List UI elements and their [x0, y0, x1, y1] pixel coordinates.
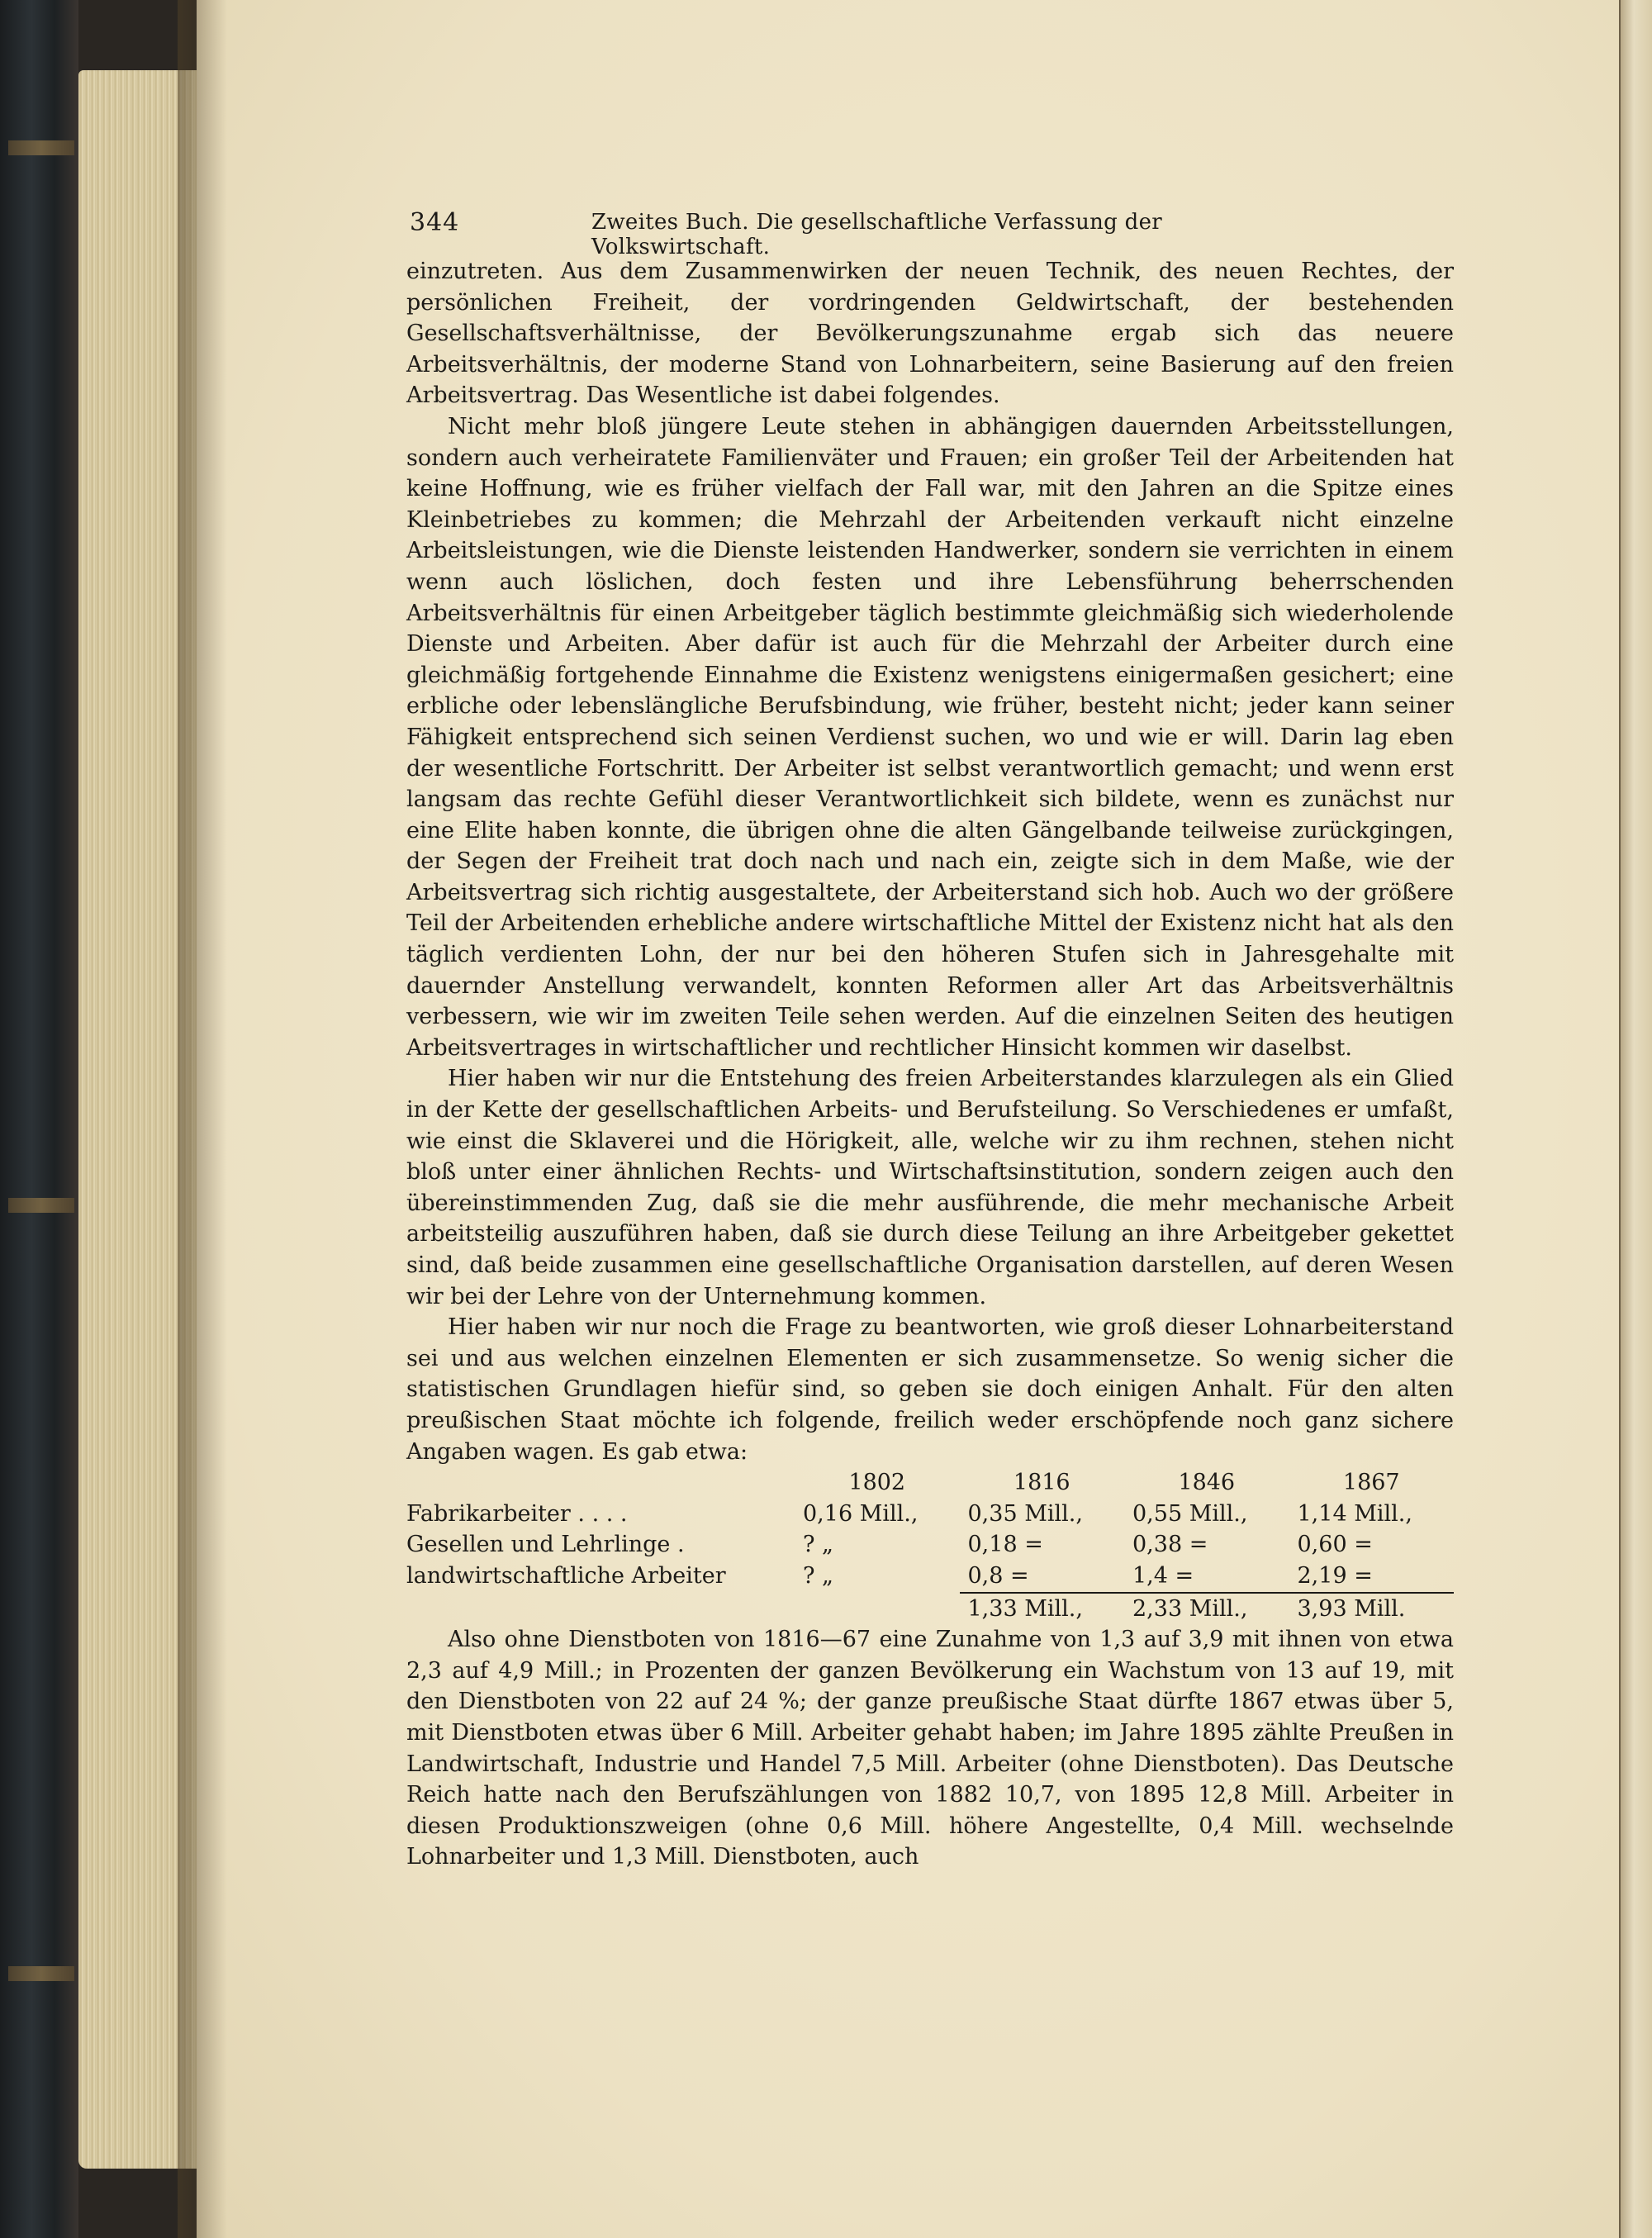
table-header-row — [406, 1467, 1454, 1499]
total-cell: 2,33 Mill., — [1132, 1595, 1248, 1622]
table-cell: 0,16 Mill., — [803, 1500, 919, 1527]
table-cell: ? „ — [803, 1532, 834, 1558]
spine-band — [8, 1966, 74, 1981]
table-cell: 1,4 = — [1124, 1561, 1289, 1593]
table-cell: 0,35 Mill., — [967, 1500, 1083, 1527]
running-head: Zweites Buch. Die gesellschaftliche Verfassung der Volkswirtschaft. — [591, 210, 1163, 259]
table-row — [406, 1529, 1454, 1561]
row-label: Gesellen und Lehrlinge . — [406, 1532, 685, 1558]
table-total-row — [406, 1593, 1454, 1625]
table-row — [406, 1499, 1454, 1530]
row-label: Fabrikarbeiter . . . . — [406, 1500, 628, 1527]
table-cell: ? „ — [803, 1563, 834, 1589]
body-text — [406, 256, 1454, 1873]
total-cell — [795, 1593, 960, 1625]
table-cell: 0,18 = — [967, 1532, 1043, 1558]
total-cell: 3,93 Mill. — [1297, 1595, 1406, 1622]
paragraph: einzutreten. Aus dem Zusammenwirken der neuen Technik, des neuen Rechtes, der persönlichen Freiheit, der vordringenden Geldwirtschaft, der bestehenden Gesellschaftsverhältnisse, der Bevölkerungszunahme ergab sich das neuere Arbeitsverhältnis, der moderne Stand von Lohnarbeitern, seine Basierung auf den freien Arbeitsvertrag. Das Wesentliche ist dabei folgendes. — [406, 259, 1454, 409]
table-cell: 0,38 = — [1132, 1532, 1208, 1558]
spine-band — [8, 140, 74, 155]
page-edges — [78, 70, 198, 2169]
paragraph: Hier haben wir nur noch die Frage zu beantworten, wie groß dieser Lohnarbeiterstand sei und aus welchen einzelnen Elementen er sich zusammensetze. So wenig sicher die statistischen Grundlagen hiefür sind, so geben sie doch einigen Anhalt. Für den alten preußischen Staat möchte ich folgende, freilich weder erschöpfende noch ganz sichere Angaben wagen. Es gab etwa: — [406, 1314, 1454, 1465]
spine-band — [8, 1198, 74, 1213]
year-header: 1846 — [1178, 1470, 1236, 1496]
paragraph: Nicht mehr bloß jüngere Leute stehen in abhängigen dauernden Arbeitsstellungen, sondern auch verheiratete Familienväter und Frauen; ein großer Teil der Arbeitenden hat keine Hoffnung, wie es früher vielfach der Fall war, mit den Jahren an die Spitze eines Kleinbetriebes zu kommen; die Mehrzahl der Arbeitenden verkauft nicht einzelne Arbeitsleistungen, wie die Dienste leistenden Handwerker, sondern sie verrichten in einem wenn auch löslichen, doch festen und ihre Lebensführung beherrschenden Arbeitsverhältnis für einen Arbeitgeber täglich bestimmte gleichmäßig sich wiederholende Dienste und Arbeiten. Aber dafür ist auch für die Mehrzahl der Arbeiter durch eine gleichmäßig fortgehende Einnahme die Existenz wenigstens einigermaßen gesichert; eine erbliche oder lebenslängliche Berufsbindung, wie früher, besteht nicht; jeder kann seiner Fähigkeit entsprechend sich seinen Verdienst suchen, wo und wie er will. Darin lag eben der wesentliche Fortschritt. Der Arbeiter ist selbst verantwortlich gemacht; und wenn erst langsam das rechte Gefühl dieser Verantwortlichkeit sich bildete, wenn es zunächst nur eine Elite haben konnte, die übrigen ohne die alten Gängelbande teilweise zurückgingen, der Segen der Freiheit trat doch nach und nach ein, zeigte sich in dem Maße, wie der Arbeitsvertrag sich richtig ausgestaltete, der Arbeiterstand sich hob. Auch wo der größere Teil der Arbeitenden erhebliche andere wirtschaftliche Mittel der Existenz nicht hat als den täglich verdienten Lohn, der nur bei den höheren Stufen sich in Jahresgehalte mit dauernder Anstellung verwandelt, konnten Reformen aller Art das Arbeitsverhältnis verbessern, wie wir im zweiten Teile sehen werden. Auf die einzelnen Seiten des heutigen Arbeitsvertrages in wirtschaftlicher und rechtlicher Hinsicht kommen wir daselbst. — [406, 413, 1454, 1061]
year-header: 1816 — [1013, 1470, 1070, 1496]
row-label: landwirtschaftliche Arbeiter — [406, 1563, 726, 1589]
book-spine — [0, 0, 78, 2238]
next-page-edge — [1619, 0, 1652, 2238]
page-header — [410, 208, 1313, 259]
paragraph: Hier haben wir nur die Entstehung des freien Arbeiterstandes klarzulegen als ein Glied in der Kette der gesellschaftlichen Arbeits- und Berufsteilung. So Verschiedenes er umfaßt, wie einst die Sklaverei und die Hörigkeit, alle, welche wir zu ihm rechnen, stehen nicht bloß unter einer ähnlichen Rechts- und Wirtschaftsinstitution, sondern zeigen auch den übereinstimmenden Zug, daß sie die mehr ausführende, die mehr mechanische Arbeit arbeitsteilig auszuführen haben, daß sie durch diese Teilung an ihre Arbeitgeber gekettet sind, daß beide zusammen eine gesellschaftliche Organisation darstellen, auf deren Wesen wir bei der Lehre von der Unternehmung kommen. — [406, 1066, 1454, 1309]
year-header: 1867 — [1342, 1470, 1400, 1496]
paragraph: Also ohne Dienstboten von 1816—67 eine Zunahme von 1,3 auf 3,9 mit ihnen von etwa 2,3 auf 4,9 Mill.; in Prozenten der ganzen Bevölkerung ein Wachstum von 13 auf 19, mit den Dienstboten von 22 auf 24 %; der ganze preußische Staat dürfte 1867 etwas über 5, mit Dienstboten etwas über 6 Mill. Arbeiter gehabt haben; im Jahre 1895 zählte Preußen in Landwirtschaft, Industrie und Handel 7,5 Mill. Arbeiter (ohne Dienstboten). Das Deutsche Reich hatte nach den Berufszählungen von 1882 10,7, von 1895 12,8 Mill. Arbeiter in diesen Produktionszweigen (ohne 0,6 Mill. höhere Angestellte, 0,4 Mill. wechselnde Lohnarbeiter und 1,3 Mill. Dienstboten, auch — [406, 1627, 1454, 1870]
table-cell: 0,60 = — [1297, 1532, 1373, 1558]
year-header: 1802 — [848, 1470, 906, 1496]
table-cell: 2,19 = — [1289, 1561, 1455, 1593]
table-cell: 0,8 = — [960, 1561, 1125, 1593]
page-number: 344 — [410, 208, 460, 237]
table-row — [406, 1561, 1454, 1593]
table-cell: 1,14 Mill., — [1297, 1500, 1412, 1527]
workers-statistics-table — [406, 1467, 1454, 1624]
table-cell: 0,55 Mill., — [1132, 1500, 1248, 1527]
total-cell: 1,33 Mill., — [967, 1595, 1083, 1622]
